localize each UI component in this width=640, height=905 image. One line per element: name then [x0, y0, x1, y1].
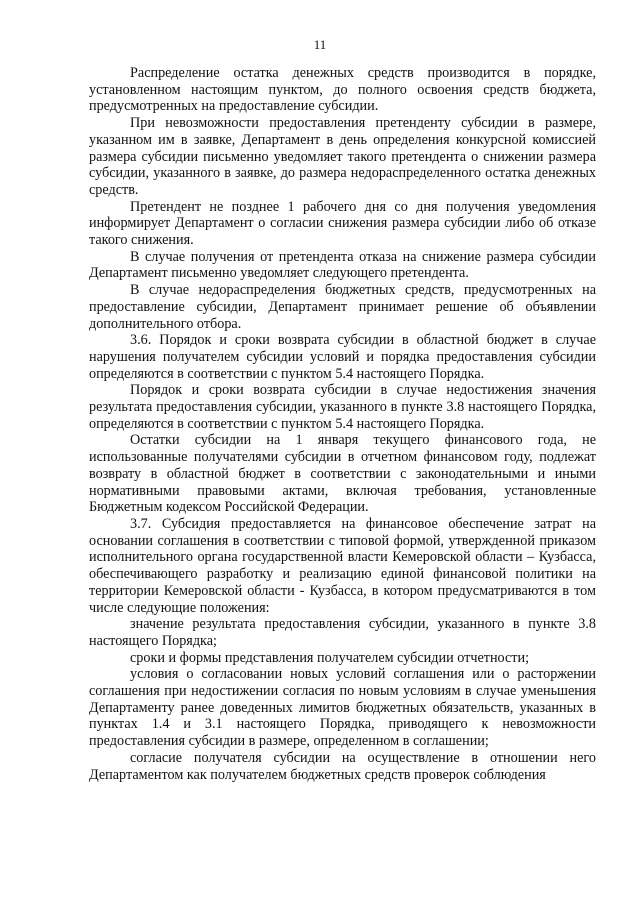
- paragraph-refusal-case: В случае получения от претендента отказа на снижение размера субсидии Департамент письменно уведомляет следующего претендента.: [89, 248, 596, 282]
- paragraph-applicant-response: Претендент не позднее 1 рабочего дня со дня получения уведомления информирует Департамент о согласии снижения размера субсидии либо об отказе такого снижения.: [89, 198, 596, 249]
- paragraph-remainder-distribution: Распределение остатка денежных средств производится в порядке, установленном настоящим пунктом, до полного освоения средств бюджета, предусмотренных на предоставление субсидии.: [89, 65, 596, 115]
- list-item-consent-checks: согласие получателя субсидии на осуществление в отношении него Департаментом как получателем бюджетных средств проверок соблюдения: [89, 749, 596, 783]
- document-body: [89, 65, 596, 783]
- paragraph-section-3-6: 3.6. Порядок и сроки возврата субсидии в областной бюджет в случае нарушения получателем субсидии условий и порядка предоставления субсидии определяются в соответствии с пунктом 5.4 настоящего Порядка.: [89, 332, 596, 382]
- page-number: 11: [313, 37, 327, 52]
- list-item-agreement-conditions: условия о согласовании новых условий соглашения или о расторжении соглашения при недостижении согласия по новым условиям в случае уменьшения Департаменту ранее доведенных лимитов бюджетных обязательств, указанных в пунктах 1.4 и 3.1 настоящего Порядка, приводящего к невозможности предоставления субсидии в размере, определенном в соглашении;: [89, 666, 596, 750]
- paragraph-unused-balances: Остатки субсидии на 1 января текущего финансового года, не использованные получателями субсидии в отчетном финансовом году, подлежат возврату в областной бюджет в соответствии с законодательными и иными нормативными правовыми актами, включая требования, установленные Бюджетным кодексом Российской Федерации.: [89, 432, 596, 516]
- paragraph-return-procedure: Порядок и сроки возврата субсидии в случае недостижения значения результата предоставления субсидии, указанного в пункте 3.8 настоящего Порядка, определяются в соответствии с пунктом 5.4 настоящего Порядка.: [89, 382, 596, 432]
- paragraph-additional-selection: В случае недораспределения бюджетных средств, предусмотренных на предоставление субсидии, Департамент принимает решение об объявлении дополнительного отбора.: [89, 282, 596, 332]
- list-item-reporting: сроки и формы представления получателем субсидии отчетности;: [130, 649, 530, 666]
- paragraph-section-3-7: 3.7. Субсидия предоставляется на финансовое обеспечение затрат на основании соглашения в соответствии с типовой формой, утвержденной приказом исполнительного органа государственной власти Кемеровской области – Кузбасса, обеспечивающего разработку и реализацию единой финансовой политики на территории Кемеровской области - Кузбасса, в котором предусматриваются в том числе следующие положения:: [89, 515, 596, 616]
- list-item-result-value: значение результата предоставления субсидии, указанного в пункте 3.8 настоящего Порядка;: [89, 616, 596, 649]
- paragraph-subsidy-reduction-notice: При невозможности предоставления претенденту субсидии в размере, указанном им в заявке, Департамент в день определения конкурсной комиссией размера субсидии письменно уведомляет такого претендента о снижении размера субсидии, указанного в заявке, до размера недораспределенного остатка денежных средств.: [89, 115, 596, 198]
